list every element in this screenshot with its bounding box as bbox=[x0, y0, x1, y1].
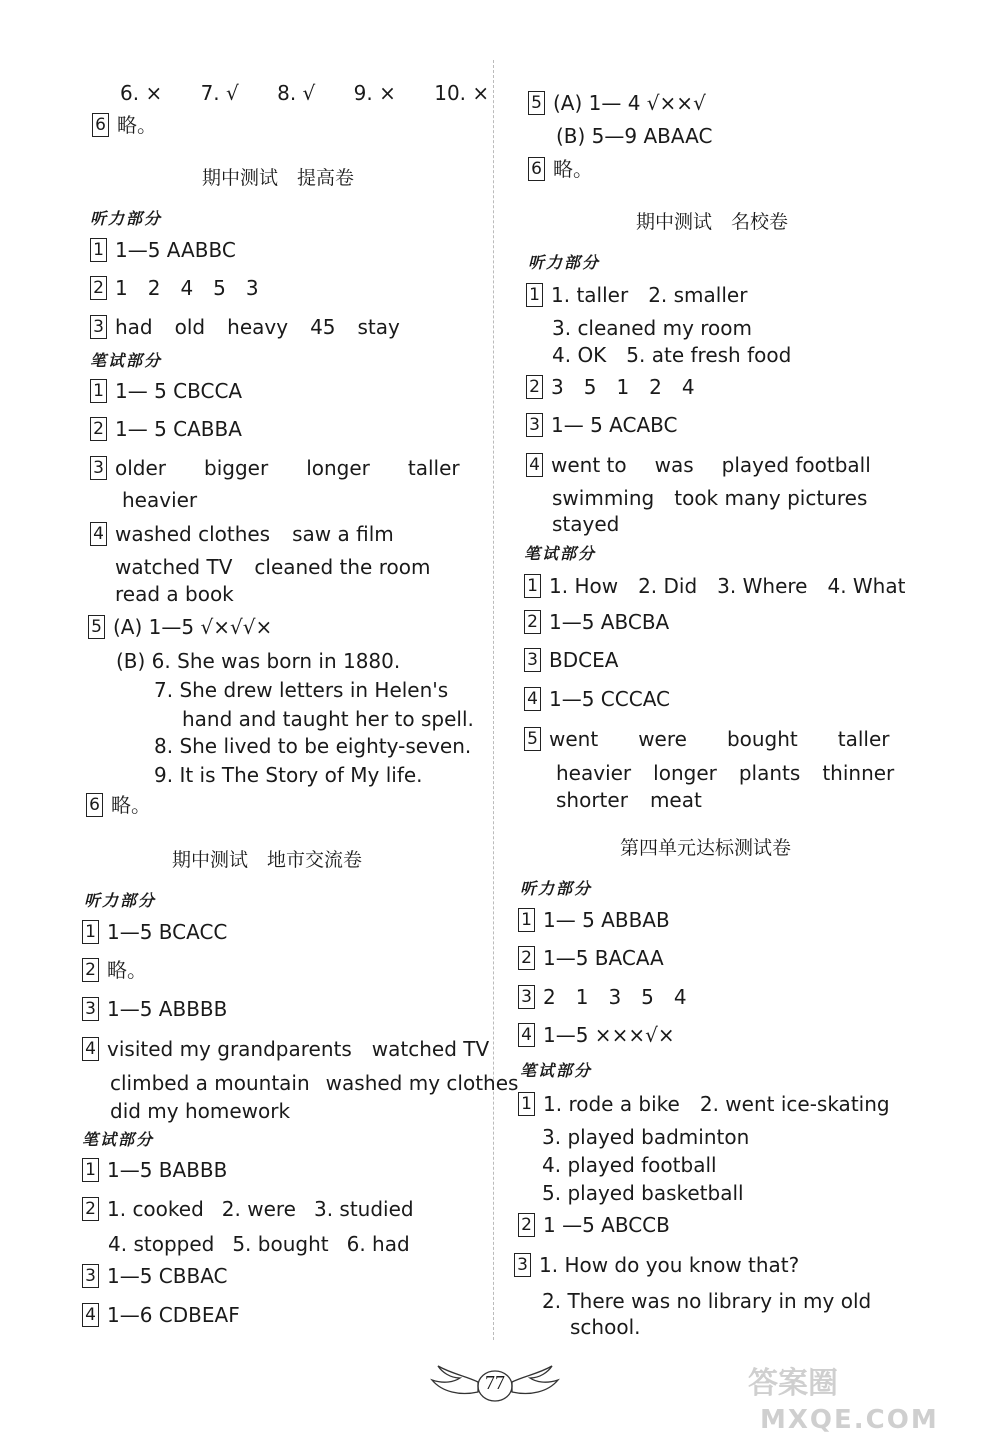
answer-text: 2. went ice-skating bbox=[699, 1092, 890, 1116]
answer-text: 3 5 1 2 4 bbox=[551, 375, 695, 399]
answer-text: longer bbox=[306, 456, 370, 480]
answer-row bbox=[518, 907, 670, 934]
answer-text: 1—5 ×××√× bbox=[543, 1023, 675, 1047]
answer-row bbox=[90, 455, 460, 482]
written-heading: 笔试部分 bbox=[82, 1130, 155, 1149]
answer-continuation bbox=[556, 787, 702, 813]
question-number-box: 2 bbox=[90, 417, 107, 441]
question-number-box: 6 bbox=[92, 113, 109, 137]
question-number-box: 4 bbox=[82, 1037, 99, 1061]
answer-text: taller bbox=[407, 456, 460, 480]
answer-text: (A) 1—5 √×√√× bbox=[113, 615, 273, 639]
answer-row bbox=[518, 1212, 670, 1239]
question-number-box: 1 bbox=[82, 920, 99, 944]
answer-row bbox=[518, 1022, 675, 1049]
answer-text: saw a film bbox=[292, 522, 394, 546]
answer-row bbox=[86, 792, 151, 819]
answer-text: visited my grandparents bbox=[107, 1037, 352, 1061]
answer-row bbox=[82, 1302, 240, 1329]
question-number-box: 4 bbox=[526, 453, 543, 477]
answer-continuation bbox=[552, 342, 791, 368]
answer-continuation: stayed bbox=[552, 512, 620, 536]
answer-continuation: (B) 6. She was born in 1880. bbox=[116, 649, 401, 673]
answer-text: 5. bought bbox=[232, 1232, 329, 1256]
answer-text: 1—6 CDBEAF bbox=[107, 1303, 240, 1327]
answer-continuation: 8. She lived to be eighty-seven. bbox=[154, 734, 472, 758]
question-number-box: 2 bbox=[82, 1197, 99, 1221]
question-number-box: 6 bbox=[86, 793, 103, 817]
answer-text: older bbox=[115, 456, 167, 480]
answer-text: 1—5 ABBBB bbox=[107, 997, 228, 1021]
answer-text: 1—5 CCCAC bbox=[549, 687, 670, 711]
answer-text: 1. How bbox=[549, 574, 619, 598]
answer-item: 8. √ bbox=[277, 81, 316, 105]
watermark-logo: 答案圈 bbox=[748, 1366, 838, 1401]
answer-text: took many pictures bbox=[674, 486, 868, 510]
answer-text: 1— 5 CBCCA bbox=[115, 379, 243, 403]
question-number-box: 1 bbox=[526, 283, 543, 307]
answer-row bbox=[82, 957, 147, 984]
answer-row bbox=[518, 984, 687, 1011]
answer-continuation: hand and taught her to spell. bbox=[182, 707, 474, 731]
answer-text: 1— 5 ACABC bbox=[551, 413, 678, 437]
answer-row bbox=[82, 1157, 227, 1184]
question-number-box: 2 bbox=[90, 276, 107, 300]
answer-continuation: read a book bbox=[115, 582, 234, 606]
answer-row bbox=[518, 945, 664, 972]
question-number-box: 1 bbox=[524, 574, 541, 598]
answer-row bbox=[524, 573, 905, 600]
answer-text: went bbox=[549, 727, 599, 751]
answer-row bbox=[90, 314, 400, 341]
answer-row bbox=[526, 282, 747, 309]
answer-text: 略。 bbox=[553, 157, 593, 181]
question-number-box: 5 bbox=[88, 615, 105, 639]
answer-text: 2. Did bbox=[638, 574, 698, 598]
answer-row bbox=[82, 996, 227, 1023]
answer-row bbox=[526, 374, 695, 401]
answer-continuation: 7. She drew letters in Helen's bbox=[154, 678, 449, 702]
answer-text: 4. What bbox=[827, 574, 906, 598]
question-number-box: 4 bbox=[82, 1303, 99, 1327]
section-title: 期中测试 地市交流卷 bbox=[172, 849, 363, 871]
question-number-box: 5 bbox=[524, 727, 541, 751]
listening-heading: 听力部分 bbox=[90, 209, 163, 228]
column-divider bbox=[493, 60, 494, 1340]
listening-heading: 听力部分 bbox=[520, 879, 593, 898]
answer-row bbox=[90, 275, 259, 302]
written-heading: 笔试部分 bbox=[90, 351, 163, 370]
answer-row bbox=[90, 237, 236, 264]
answer-text: 1. cooked bbox=[107, 1197, 204, 1221]
answer-text: 1—5 BABBB bbox=[107, 1158, 228, 1182]
question-number-box: 3 bbox=[82, 997, 99, 1021]
question-number-box: 3 bbox=[524, 648, 541, 672]
answer-text: 略。 bbox=[107, 958, 147, 982]
question-number-box: 1 bbox=[518, 1092, 535, 1116]
answer-text: thinner bbox=[822, 761, 895, 785]
written-heading: 笔试部分 bbox=[520, 1061, 593, 1080]
answer-text: bought bbox=[726, 727, 798, 751]
answer-row bbox=[514, 1252, 799, 1279]
question-number-box: 1 bbox=[82, 1158, 99, 1182]
answer-row bbox=[524, 647, 618, 674]
answer-continuation: 2. There was no library in my old bbox=[542, 1289, 872, 1313]
answer-text: 1 —5 ABCCB bbox=[543, 1213, 670, 1237]
answer-text: 1—5 CBBAC bbox=[107, 1264, 228, 1288]
answer-text: were bbox=[638, 727, 687, 751]
answer-text: 1—5 AABBC bbox=[115, 238, 236, 262]
answer-row bbox=[82, 1196, 414, 1223]
answer-row bbox=[82, 1036, 489, 1063]
answer-text: 5. ate fresh food bbox=[626, 343, 792, 367]
answer-text: 1—5 ABCBA bbox=[549, 610, 670, 634]
answer-text: 1. taller bbox=[551, 283, 629, 307]
answer-row bbox=[528, 90, 706, 117]
answer-item: 10. × bbox=[434, 81, 490, 105]
question-number-box: 1 bbox=[90, 379, 107, 403]
answer-text: climbed a mountain bbox=[110, 1071, 310, 1095]
question-number-box: 2 bbox=[518, 1213, 535, 1237]
answer-text: BDCEA bbox=[549, 648, 619, 672]
answer-text: 2. were bbox=[221, 1197, 296, 1221]
written-heading: 笔试部分 bbox=[524, 544, 597, 563]
answer-text: washed clothes bbox=[115, 522, 271, 546]
answer-text: 1—5 BACAA bbox=[543, 946, 664, 970]
answer-continuation bbox=[110, 1070, 518, 1096]
listening-heading: 听力部分 bbox=[528, 253, 601, 272]
answer-text: was bbox=[654, 453, 694, 477]
answer-text: 2 1 3 5 4 bbox=[543, 985, 687, 1009]
answer-text: (A) 1— 4 √××√ bbox=[553, 91, 706, 115]
answer-text: shorter bbox=[556, 788, 628, 812]
answer-text: played football bbox=[721, 453, 871, 477]
answer-text: 1. How do you know that? bbox=[539, 1253, 800, 1277]
listening-heading: 听力部分 bbox=[84, 891, 157, 910]
answer-row bbox=[524, 726, 890, 753]
answer-continuation: (B) 5—9 ABAAC bbox=[556, 124, 713, 148]
answer-text: cleaned the room bbox=[254, 555, 431, 579]
answer-row bbox=[90, 521, 394, 548]
answer-continuation: did my homework bbox=[110, 1099, 291, 1123]
answer-row bbox=[526, 452, 871, 479]
answer-row bbox=[528, 156, 593, 183]
answer-text: washed my clothes bbox=[325, 1071, 519, 1095]
question-number-box: 3 bbox=[90, 315, 107, 339]
question-number-box: 3 bbox=[82, 1264, 99, 1288]
answer-text: taller bbox=[837, 727, 890, 751]
answer-item: 7. √ bbox=[200, 81, 239, 105]
answer-row bbox=[518, 1091, 890, 1118]
question-number-box: 6 bbox=[528, 157, 545, 181]
answer-text: heavier bbox=[556, 761, 632, 785]
answer-text: 略。 bbox=[111, 793, 151, 817]
answer-text: plants bbox=[738, 761, 801, 785]
answer-continuation: school. bbox=[570, 1315, 641, 1339]
question-number-box: 4 bbox=[90, 522, 107, 546]
answer-text: 略。 bbox=[117, 113, 157, 137]
answer-text: watched TV bbox=[371, 1037, 490, 1061]
question-number-box: 4 bbox=[524, 687, 541, 711]
answer-continuation bbox=[556, 760, 894, 786]
answer-text: longer bbox=[653, 761, 717, 785]
answer-row bbox=[526, 412, 677, 439]
page-number-ornament bbox=[430, 1362, 560, 1406]
answer-row-6-10 bbox=[120, 80, 489, 106]
question-number-box: 2 bbox=[518, 946, 535, 970]
answer-continuation: 5. played basketball bbox=[542, 1181, 744, 1205]
answer-text: 4. OK bbox=[552, 343, 607, 367]
question-number-box: 3 bbox=[90, 456, 107, 480]
answer-text: stay bbox=[357, 315, 400, 339]
answer-continuation: 9. It is The Story of My life. bbox=[154, 763, 423, 787]
question-number-box: 3 bbox=[526, 413, 543, 437]
answer-text: 2. smaller bbox=[648, 283, 748, 307]
answer-text: 3. studied bbox=[313, 1197, 414, 1221]
answer-row bbox=[82, 1263, 228, 1290]
watermark-url: MXQE.COM bbox=[760, 1405, 939, 1435]
answer-row bbox=[90, 378, 242, 405]
answer-text: 45 bbox=[310, 315, 336, 339]
answer-text: 1— 5 ABBAB bbox=[543, 908, 670, 932]
answer-item: 9. × bbox=[353, 81, 396, 105]
answer-text: meat bbox=[649, 788, 702, 812]
question-number-box: 1 bbox=[90, 238, 107, 262]
answer-text: 1— 5 CABBA bbox=[115, 417, 242, 441]
answer-text: 1—5 BCACC bbox=[107, 920, 228, 944]
answer-row bbox=[524, 686, 670, 713]
answer-text: 3. Where bbox=[717, 574, 808, 598]
answer-text: bigger bbox=[204, 456, 269, 480]
page-number: 77 bbox=[485, 1372, 505, 1394]
answer-continuation bbox=[552, 485, 867, 511]
answer-continuation bbox=[108, 1231, 410, 1257]
answer-row bbox=[88, 614, 272, 641]
answer-row bbox=[92, 112, 157, 139]
question-number-box: 2 bbox=[524, 610, 541, 634]
answer-text: 4. stopped bbox=[108, 1232, 215, 1256]
answer-text: 6. had bbox=[346, 1232, 410, 1256]
answer-row bbox=[90, 416, 242, 443]
answer-item: 6. × bbox=[120, 81, 163, 105]
question-number-box: 2 bbox=[526, 375, 543, 399]
question-number-box: 4 bbox=[518, 1023, 535, 1047]
question-number-box: 3 bbox=[518, 985, 535, 1009]
section-title: 第四单元达标测试卷 bbox=[620, 837, 792, 859]
answer-continuation: heavier bbox=[122, 488, 198, 512]
question-number-box: 1 bbox=[518, 908, 535, 932]
question-number-box: 3 bbox=[514, 1253, 531, 1277]
answer-row bbox=[82, 919, 227, 946]
answer-row bbox=[524, 609, 669, 636]
answer-continuation: 3. played badminton bbox=[542, 1125, 750, 1149]
answer-text: heavy bbox=[227, 315, 289, 339]
answer-text: 1. rode a bike bbox=[543, 1092, 680, 1116]
section-title: 期中测试 名校卷 bbox=[636, 211, 789, 233]
answer-continuation bbox=[115, 554, 430, 580]
answer-text: old bbox=[174, 315, 206, 339]
answer-text: 1 2 4 5 3 bbox=[115, 276, 259, 300]
answer-text: went to bbox=[551, 453, 627, 477]
section-title: 期中测试 提高卷 bbox=[202, 167, 355, 189]
question-number-box: 2 bbox=[82, 958, 99, 982]
answer-continuation: 4. played football bbox=[542, 1153, 717, 1177]
answer-text: had bbox=[115, 315, 153, 339]
question-number-box: 5 bbox=[528, 91, 545, 115]
answer-text: swimming bbox=[552, 486, 655, 510]
answer-continuation: 3. cleaned my room bbox=[552, 316, 752, 340]
answer-text: watched TV bbox=[115, 555, 233, 579]
